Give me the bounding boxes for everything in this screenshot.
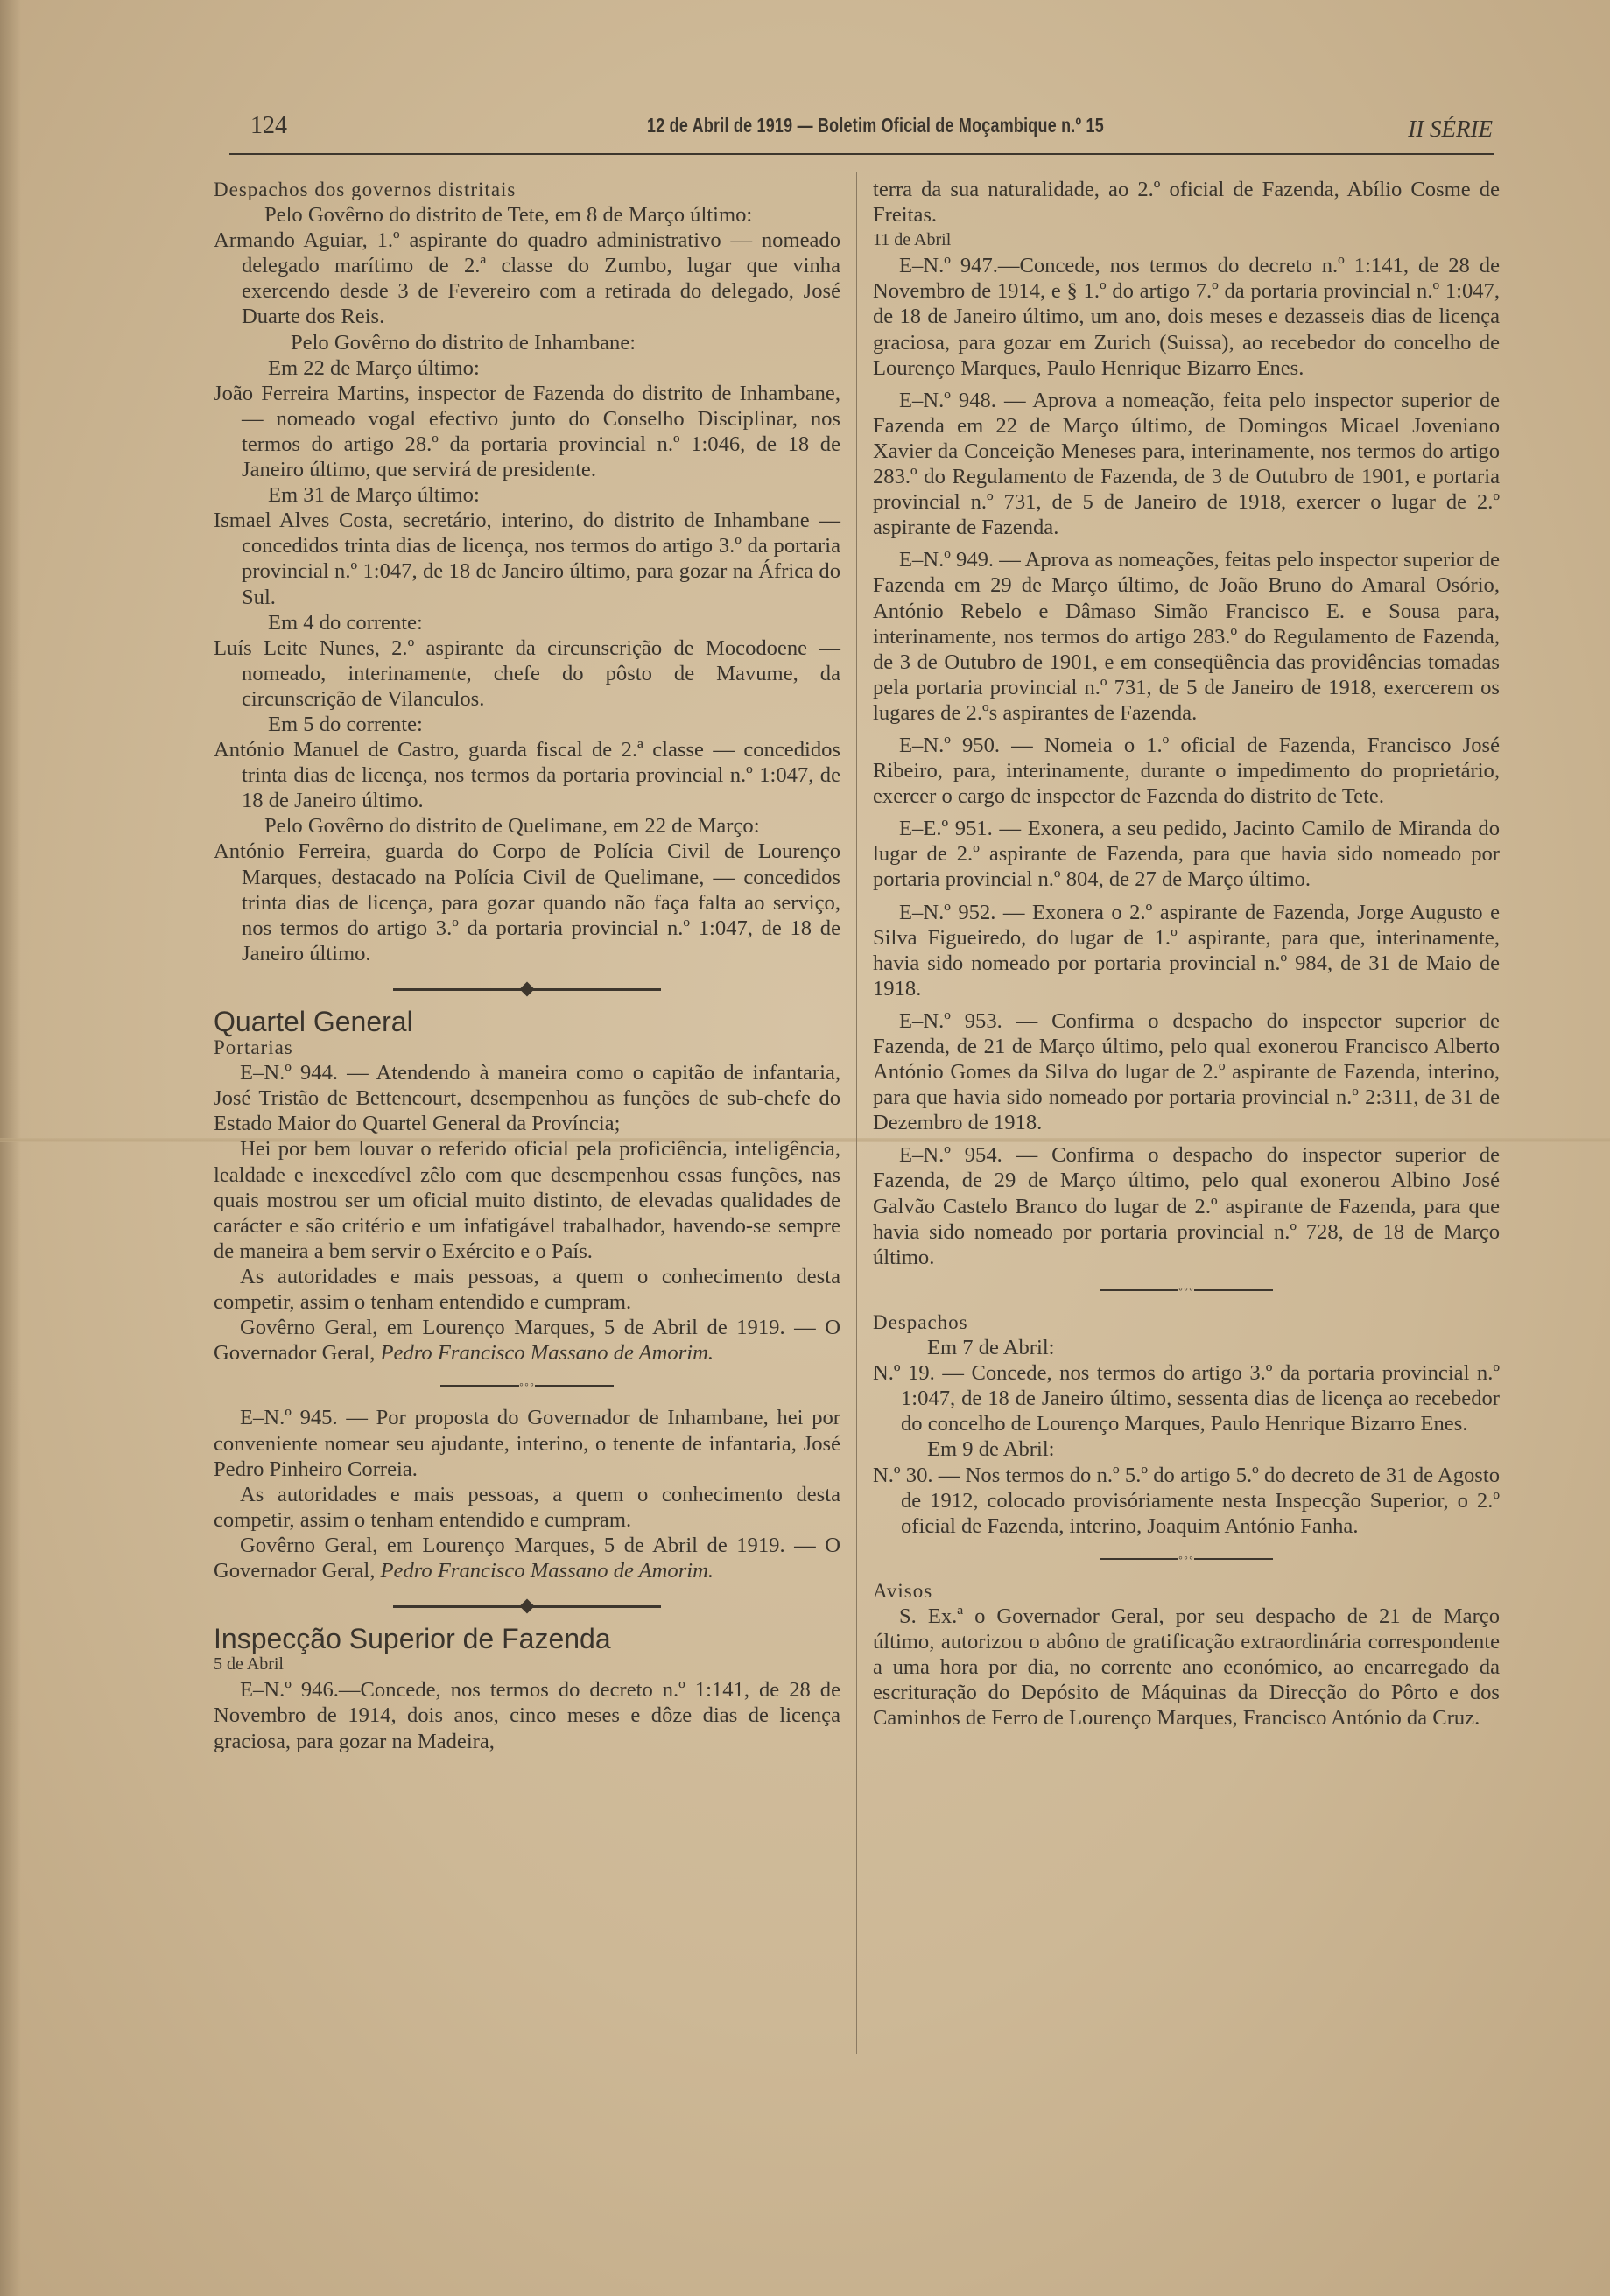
paragraph: João Ferreira Martins, inspector de Fazenda do distrito de Inhambane, — nomeado vogal efectivo junto do Conselho Disciplinar, nos termos do artigo 28.º da portaria provincial n.º 1:046, de 18 de Janeiro último, que servirá de presidente. bbox=[214, 381, 840, 482]
signature-line: Govêrno Geral, em Lourenço Marques, 5 de Abril de 1919. — O Governador Geral, bbox=[214, 1533, 840, 1583]
paragraph: E–N.º 952. — Exonera o 2.º aspirante de Fazenda, Jorge Augusto e Silva Figueiredo, do lugar de 1.º aspirante, para que, interinamente, havia sido nomeado por portaria provincial n.º 984, de 31 de Maio de 1918. bbox=[873, 900, 1500, 1001]
paragraph: Em 22 de Março último: bbox=[268, 355, 480, 380]
paragraph: S. Ex.ª o Governador Geral, por seu despacho de 21 de Março último, autorizou o abôno de gratificação extraordinária correspondente a uma hora por dia, no corrente ano económico, ao encarregado da escrituração do Depósito de Máquinas da Direcção do Pôrto e dos Caminhos de Ferro de Lourenço Marques, Francisco António da Cruz. bbox=[873, 1604, 1500, 1731]
section-title-inspeccao-fazenda: Inspecção Superior de Fazenda bbox=[214, 1623, 611, 1655]
paragraph: As autoridades e mais pessoas, a quem o conhecimento desta competir, assim o tenham entendido e cumpram. bbox=[214, 1264, 840, 1315]
paragraph: António Manuel de Castro, guarda fiscal de 2.ª classe — concedidos trinta dias de licença, nos termos da portaria provincial n.º 1:047, de 18 de Janeiro último. bbox=[214, 738, 840, 813]
paragraph: E–N.º 946.—Concede, nos termos do decreto n.º 1:141, de 28 de Novembro de 1914, dois anos, cinco meses e dôze dias de licença graciosa, para gozar na Madeira, bbox=[214, 1678, 840, 1753]
paragraph: E–N.º 949. — Aprova as nomeações, feitas pelo inspector superior de Fazenda em 29 de Março último, de João Bruno do Amaral Osório, António Rebelo e Dâmaso Simão Francisco E. e Sousa para, interinamente, nos termos do artigo 283.º do Regulamento de Fazenda, de 3 de Outubro de 1901, e em conseqüência das providências tomadas pela portaria provincial n.º 731, de 5 de Janeiro de 1918, exercerem os lugares de 2.ºs aspirantes de Fazenda. bbox=[873, 548, 1500, 725]
section-title-quartel-general: Quartel General bbox=[214, 1006, 413, 1037]
date-line: 11 de Abril bbox=[873, 230, 952, 250]
paragraph: E–N.º 947.—Concede, nos termos do decreto n.º 1:141, de 28 de Novembro de 1914, e § 1.º do artigo 7.º da portaria provincial n.º 1:047, de 18 de Janeiro último, um ano, dois meses e dezasseis dias de licença graciosa, para gozar em Zurich (Suissa), ao recebedor do concelho de Lourenço Marques, Paulo Henrique Bizarro Enes. bbox=[873, 254, 1500, 380]
paragraph: António Ferreira, guarda do Corpo de Polícia Civil de Lourenço Marques, destacado na Polícia Civil de Quelimane, — concedidos trinta dias de licença, para gozar quando não faça falta ao serviço, nos termos do artigo 3.º da portaria provincial n.º 1:047, de 18 de Janeiro último. bbox=[214, 839, 840, 965]
paragraph: Ismael Alves Costa, secretário, interino, do distrito de Inhambane — concedidos trinta dias de licença, nos termos do artigo 3.º da portaria provincial n.º 1:047, de 18 de Janeiro último, para gozar na África do Sul. bbox=[214, 509, 840, 609]
paragraph: E–N.º 944. — Atendendo à maneira como o capitão de infantaria, José Tristão de Bettencourt, desempenhou as funções de sub-chefe do Estado Maior do Quartel General da Província; bbox=[214, 1061, 840, 1136]
paragraph: E–N.º 954. — Confirma o despacho do inspector superior de Fazenda, de 29 de Março último, pelo qual exonerou Albino José Galvão Castelo Branco do lugar de 2.º aspirante de Fazenda, para que havia sido nomeado por portaria provincial n.º 728, de 18 de Março último. bbox=[873, 1143, 1500, 1269]
column-rule bbox=[856, 172, 857, 2054]
ornament-divider: ◦◦◦ bbox=[873, 1277, 1500, 1302]
paragraph: Em 31 de Março último: bbox=[268, 483, 480, 508]
paragraph: As autoridades e mais pessoas, a quem o conhecimento desta competir, assim o tenham entendido e cumpram. bbox=[214, 1482, 840, 1532]
left-column bbox=[214, 177, 840, 1754]
paragraph: E–N.º 945. — Por proposta do Governador de Inhambane, hei por conveniente nomear seu ajudante, interino, o tenente de infantaria, José Pedro Pinheiro Correia. bbox=[214, 1406, 840, 1481]
paragraph: E–N.º 950. — Nomeia o 1.º oficial de Fazenda, Francisco José Ribeiro, para, interinamente, durante o impedimento do proprietário, exercer o cargo de inspector de Fazenda do distrito de Tete. bbox=[873, 733, 1500, 809]
page-number: 124 bbox=[250, 112, 287, 139]
paragraph: Em 5 do corrente: bbox=[268, 712, 423, 736]
paragraph: Pelo Govêrno do distrito de Inhambane: bbox=[291, 330, 636, 355]
paragraph: E–E.º 951. — Exonera, a seu pedido, Jacinto Camilo de Miranda do lugar de 2.º aspirante de Fazenda, para que havia sido nomeado por portaria provincial n.º 804, de 27 de Março último. bbox=[873, 817, 1500, 892]
paragraph: N.º 19. — Concede, nos termos do artigo 3.º da portaria provincial n.º 1:047, de 18 de Janeiro último, sessenta dias de licença ao recebedor do concelho de Lourenço Marques, Paulo Henrique Bizarro Enes. bbox=[873, 1361, 1500, 1436]
paragraph: E–N.º 953. — Confirma o despacho do inspector superior de Fazenda, de 21 de Março último, pelo qual exonerou Francisco Alberto António Gomes da Silva do lugar de 2.º aspirante de Fazenda, interino, para que havia sido nomeado por portaria provincial n.º 2:311, de 31 de Dezembro de 1918. bbox=[873, 1008, 1500, 1135]
section-divider bbox=[214, 1592, 840, 1618]
header-rule bbox=[229, 153, 1494, 155]
paragraph bbox=[214, 1315, 840, 1366]
governor-name: Pedro Francisco Massano de Amorim. bbox=[380, 1558, 714, 1583]
paragraph: Pelo Govêrno do distrito de Quelimane, em 22 de Março: bbox=[264, 814, 760, 839]
right-column bbox=[873, 177, 1500, 1731]
paragraph bbox=[214, 1533, 840, 1583]
page-header bbox=[210, 112, 1493, 147]
series-label: II SÉRIE bbox=[1408, 116, 1493, 142]
subheading-despachos: Despachos bbox=[873, 1310, 968, 1333]
paragraph: Hei por bem louvar o referido oficial pela proficiência, inteligência, lealdade e inexcedível zêlo com que desempenhou essas funções, nas quais mostrou ser um oficial muito distinto, de elevadas qualidades de carácter e são critério e um infatigável trabalhador, havendo-se sempre de maneira a bem servir o Exército e o País. bbox=[214, 1137, 840, 1263]
ornament-divider: ◦◦◦ bbox=[214, 1373, 840, 1398]
section-divider bbox=[214, 975, 840, 1001]
ornament-divider: ◦◦◦ bbox=[873, 1546, 1500, 1571]
paragraph: Pelo Govêrno do distrito de Tete, em 8 de Março último: bbox=[264, 203, 753, 228]
subheading-avisos: Avisos bbox=[873, 1579, 933, 1602]
signature-line: Govêrno Geral, em Lourenço Marques, 5 de Abril de 1919. — O Governador Geral, bbox=[214, 1316, 840, 1366]
running-title: 12 de Abril de 1919 — Boletim Oficial de Moçambique n.º 15 bbox=[647, 114, 1104, 137]
governor-name: Pedro Francisco Massano de Amorim. bbox=[380, 1341, 714, 1366]
paragraph: Em 4 do corrente: bbox=[268, 610, 423, 635]
date-line: 5 de Abril bbox=[214, 1654, 284, 1675]
paragraph: N.º 30. — Nos termos do n.º 5.º do artigo 5.º do decreto de 31 de Agosto de 1912, colocado provisóriamente nesta Inspecção Superior, o 2.º oficial de Fazenda, interino, Joaquim António Fanha. bbox=[873, 1463, 1500, 1538]
page-edge-shadow bbox=[0, 0, 21, 2296]
paragraph: E–N.º 948. — Aprova a nomeação, feita pelo inspector superior de Fazenda em 22 de Março último, de Domingos Micael Joveniano Xavier da Conceição Meneses para, interinamente, nos termos do artigo 283.º do Regulamento de Fazenda, de 3 de Outubro de 1901, e portaria provincial n.º 731, de 5 de Janeiro de 1918, exercer o lugar de 2.º aspirante de Fazenda. bbox=[873, 388, 1500, 540]
paragraph: terra da sua naturalidade, ao 2.º oficial de Fazenda, Abílio Cosme de Freitas. bbox=[873, 178, 1500, 228]
paragraph: Luís Leite Nunes, 2.º aspirante da circunscrição de Mocodoene — nomeado, interinamente, chefe do pôsto de Mavume, da circunscrição de Vilanculos. bbox=[214, 635, 840, 711]
paragraph: Em 9 de Abril: bbox=[927, 1437, 1055, 1462]
paragraph: Armando Aguiar, 1.º aspirante do quadro administrativo — nomeado delegado marítimo de 2.ª classe do Zumbo, lugar que vinha exercendo desde 3 de Fevereiro com a retirada do delegado, José Duarte dos Reis. bbox=[214, 228, 840, 329]
section-heading-despachos-distritais: Despachos dos governos distritais bbox=[214, 179, 517, 200]
paragraph: Em 7 de Abril: bbox=[927, 1336, 1055, 1360]
subheading-portarias: Portarias bbox=[214, 1036, 293, 1059]
